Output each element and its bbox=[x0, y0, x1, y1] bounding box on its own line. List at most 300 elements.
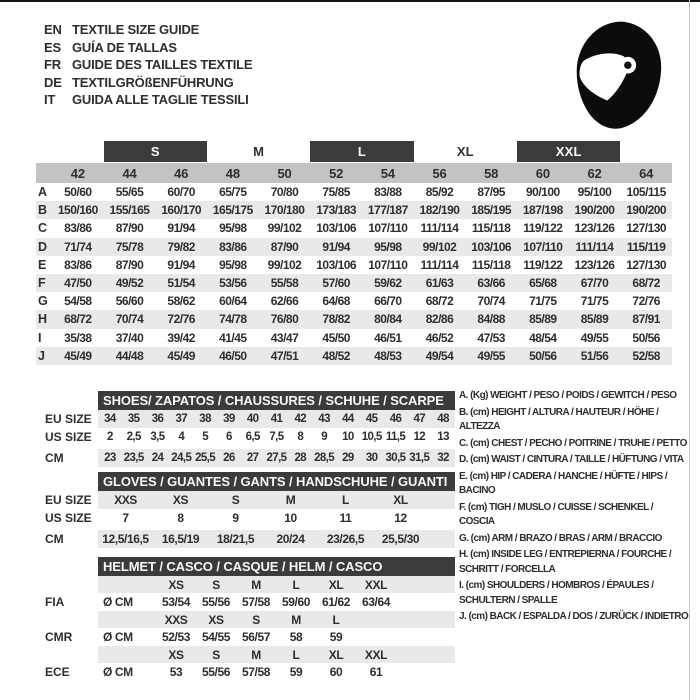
size-group-spacer bbox=[36, 140, 52, 163]
row-label: G bbox=[38, 294, 48, 309]
size-cell: 27 bbox=[246, 452, 259, 464]
size-cell: 177/187 bbox=[367, 203, 408, 218]
size-cell: 24,5 bbox=[171, 452, 192, 464]
size-cell: 57/58 bbox=[241, 595, 271, 609]
table-row bbox=[36, 274, 672, 292]
size-cell: 111/114 bbox=[575, 239, 614, 254]
size-cell: 31,5 bbox=[409, 452, 430, 464]
table-row bbox=[98, 509, 455, 527]
size-cell: 55/58 bbox=[270, 276, 299, 291]
helmet-size-row bbox=[98, 611, 455, 628]
size-header-cell: 50 bbox=[277, 165, 292, 181]
size-cell: 46 bbox=[389, 413, 402, 425]
size-cell: 45/50 bbox=[322, 330, 350, 345]
size-cell: 72/76 bbox=[167, 312, 195, 327]
helmet-value-row bbox=[98, 628, 455, 646]
size-header-cell: XL bbox=[328, 647, 344, 662]
row-label: E bbox=[38, 257, 47, 272]
size-cell: 87/90 bbox=[115, 221, 144, 236]
row-cells bbox=[52, 203, 672, 217]
size-cell: 44/48 bbox=[115, 348, 144, 363]
size-cell: 60 bbox=[329, 665, 343, 679]
table-row bbox=[98, 449, 455, 467]
row-label: US SIZE bbox=[45, 511, 92, 525]
helmet-standard-block bbox=[98, 646, 455, 681]
size-cell: 64/68 bbox=[322, 294, 350, 309]
row-label: C bbox=[38, 221, 48, 236]
size-cell: 9 bbox=[232, 511, 239, 525]
size-cell: 83/86 bbox=[64, 221, 92, 236]
row-label: US SIZE bbox=[45, 430, 92, 444]
size-cell: 46/51 bbox=[374, 330, 402, 345]
size-cell: 29 bbox=[342, 452, 354, 464]
size-cell: 76/80 bbox=[270, 312, 299, 327]
size-header-cell: 56 bbox=[432, 165, 447, 181]
size-header-grid bbox=[52, 166, 672, 181]
legend-item: H. (cm) INSIDE LEG / ENTREPIERNA / FOURCHE / SCHRITT / FORCELLA bbox=[459, 549, 672, 575]
size-cell: 3,5 bbox=[150, 431, 165, 443]
language-title: GUIDA ALLE TAGLIE TESSILI bbox=[72, 92, 249, 108]
size-cell: 115/118 bbox=[471, 257, 511, 272]
size-cell: 59 bbox=[329, 630, 343, 644]
size-cell: 107/110 bbox=[368, 257, 408, 272]
language-row bbox=[44, 91, 252, 109]
size-header-cell: XS bbox=[168, 647, 184, 662]
row-label: EU SIZE bbox=[45, 493, 92, 507]
size-cell: M bbox=[285, 493, 296, 507]
size-cell: 87/90 bbox=[115, 257, 144, 272]
size-cell: 43/47 bbox=[270, 330, 299, 345]
table-row bbox=[98, 530, 455, 548]
size-cell: 50/56 bbox=[529, 348, 557, 363]
size-cell: 99/102 bbox=[422, 239, 457, 254]
size-cell: 83/86 bbox=[64, 257, 92, 272]
size-cell: 173/183 bbox=[316, 203, 357, 218]
size-cell: 6,5 bbox=[245, 431, 260, 443]
size-cell: 39/42 bbox=[167, 330, 195, 345]
legend-item: D. (cm) WAIST / CINTURA / TAILLE / HÜFTUNG / VITA bbox=[459, 454, 684, 465]
row-cells bbox=[52, 240, 672, 254]
size-header-cell: L bbox=[332, 612, 340, 627]
size-cell: 43 bbox=[318, 413, 330, 425]
language-title: GUÍA DE TALLAS bbox=[72, 39, 177, 55]
row-label: F bbox=[38, 276, 46, 291]
size-header-row bbox=[36, 163, 672, 183]
size-cell: 35 bbox=[127, 413, 140, 425]
language-title: TEXTILE SIZE GUIDE bbox=[72, 22, 200, 37]
size-cell: 68/72 bbox=[64, 312, 92, 327]
size-cell: 40 bbox=[246, 413, 259, 425]
row-label: D bbox=[38, 239, 48, 254]
size-cell: 60/64 bbox=[219, 294, 247, 309]
shoes-row-label-column bbox=[36, 391, 98, 467]
size-cell: 39 bbox=[223, 413, 235, 425]
size-header-cell: XS bbox=[168, 577, 184, 592]
size-group-header bbox=[36, 140, 672, 163]
size-cell: 68/72 bbox=[425, 294, 454, 309]
size-header-cell: M bbox=[251, 577, 261, 592]
shoes-table-body bbox=[98, 410, 455, 467]
size-cell: 119/122 bbox=[523, 257, 563, 272]
size-cell: 41/45 bbox=[219, 330, 247, 345]
size-cell: 85/89 bbox=[529, 312, 557, 327]
size-header-cell: 46 bbox=[174, 165, 189, 181]
row-label: EU SIZE bbox=[45, 412, 92, 426]
size-cell: 28 bbox=[294, 452, 307, 464]
size-cell: 185/195 bbox=[471, 203, 512, 218]
size-cell: 55/65 bbox=[115, 185, 144, 200]
size-cell: 24 bbox=[151, 452, 164, 464]
size-cell: 72/76 bbox=[632, 294, 660, 309]
size-cell: 65/68 bbox=[529, 276, 557, 291]
size-cell: 95/98 bbox=[219, 257, 247, 272]
size-cell: 187/198 bbox=[522, 203, 563, 218]
row-label: CM bbox=[45, 532, 64, 546]
size-cell: 57/58 bbox=[241, 665, 271, 679]
size-group-cell: L bbox=[310, 141, 413, 162]
size-header-cell: S bbox=[252, 612, 260, 627]
row-cells bbox=[52, 185, 672, 199]
size-cell: 12 bbox=[413, 431, 426, 443]
row-cells bbox=[52, 312, 672, 326]
size-cell: 190/200 bbox=[574, 203, 615, 218]
size-cell: 99/102 bbox=[267, 257, 302, 272]
size-header-cell: 54 bbox=[380, 165, 395, 181]
size-cell: 87/90 bbox=[270, 239, 299, 254]
size-cell: 84/88 bbox=[477, 312, 505, 327]
helmet-size-row bbox=[98, 646, 455, 663]
size-cell: 70/74 bbox=[115, 312, 144, 327]
gloves-table-body bbox=[98, 491, 455, 548]
size-cell: 7,5 bbox=[269, 431, 284, 443]
gloves-row-labels bbox=[45, 491, 98, 548]
size-cell: 49/52 bbox=[115, 276, 144, 291]
size-cell: 127/130 bbox=[626, 257, 667, 272]
table-row bbox=[36, 201, 672, 219]
size-cell: 30 bbox=[365, 452, 378, 464]
size-cell: 56/60 bbox=[115, 294, 144, 309]
size-cell: 12 bbox=[394, 511, 407, 525]
language-code: IT bbox=[44, 92, 56, 108]
size-cell: 82/86 bbox=[425, 312, 454, 327]
legend-item: B. (cm) HEIGHT / ALTURA / HAUTEUR / HÖHE / ALTEZZA bbox=[459, 406, 659, 432]
row-cells bbox=[52, 258, 672, 272]
row-cells bbox=[52, 294, 672, 308]
helmet-table-body bbox=[98, 576, 455, 681]
size-cell: 71/74 bbox=[64, 239, 92, 254]
size-cell: 111/114 bbox=[420, 221, 459, 236]
size-cell: 190/200 bbox=[626, 203, 667, 218]
legend-item: C. (cm) CHEST / PECHO / POITRINE / TRUHE / PETTO bbox=[459, 437, 687, 449]
size-cell: 16,5/19 bbox=[161, 532, 200, 546]
shoes-row-labels bbox=[45, 410, 98, 467]
size-cell: 115/119 bbox=[626, 239, 666, 254]
size-cell: 10,5 bbox=[361, 431, 382, 443]
size-cell: 48 bbox=[437, 413, 449, 425]
size-header-cell: XXL bbox=[364, 647, 388, 662]
size-cell: 59/60 bbox=[281, 595, 311, 609]
size-cell: 26 bbox=[223, 452, 235, 464]
size-cell: 47 bbox=[413, 413, 426, 425]
size-cell: 127/130 bbox=[626, 221, 667, 236]
row-cells bbox=[52, 349, 672, 363]
size-header-cell: XL bbox=[328, 577, 344, 592]
size-cell: 170/180 bbox=[264, 203, 305, 218]
size-cell: 70/74 bbox=[477, 294, 505, 309]
gloves-section bbox=[36, 472, 455, 548]
language-row bbox=[44, 56, 252, 74]
table-row bbox=[98, 428, 455, 446]
helmet-section bbox=[36, 557, 455, 698]
size-cell: XS bbox=[172, 493, 189, 507]
size-cell: 63/64 bbox=[361, 595, 391, 609]
row-label: J bbox=[38, 348, 45, 363]
size-cell: 71/75 bbox=[580, 294, 609, 309]
size-cell: 47/50 bbox=[64, 276, 92, 291]
size-cell: 61/63 bbox=[425, 276, 454, 291]
size-cell: 107/110 bbox=[523, 239, 563, 254]
size-cell: 182/190 bbox=[419, 203, 460, 218]
size-cell: 44 bbox=[342, 413, 354, 425]
size-cell: 5 bbox=[202, 431, 208, 443]
table-row bbox=[98, 491, 455, 509]
size-cell: 25,5/30 bbox=[381, 532, 420, 546]
size-cell: 87/91 bbox=[632, 312, 660, 327]
table-row bbox=[36, 329, 672, 347]
size-cell: 63/66 bbox=[477, 276, 505, 291]
size-cell: 48/53 bbox=[374, 348, 402, 363]
size-header-cell: 44 bbox=[122, 165, 137, 181]
helmet-title-band: HELMET / CASCO / CASQUE / HELM / CASCO bbox=[98, 557, 455, 576]
size-cell: 13 bbox=[437, 431, 449, 443]
size-cell: 46/52 bbox=[425, 330, 454, 345]
size-cell: 75/85 bbox=[322, 185, 350, 200]
size-cell: 11 bbox=[339, 511, 352, 525]
language-code: EN bbox=[44, 22, 62, 37]
size-cell: 6 bbox=[225, 431, 232, 443]
size-cell: 41 bbox=[270, 413, 283, 425]
size-cell: 38 bbox=[199, 413, 211, 425]
size-cell: L bbox=[342, 493, 349, 507]
size-cell: 48/52 bbox=[322, 348, 350, 363]
size-cell: 68/72 bbox=[632, 276, 660, 291]
size-cell: 91/94 bbox=[167, 221, 195, 236]
size-cell: 53/54 bbox=[161, 595, 191, 609]
size-cell: 105/115 bbox=[626, 185, 666, 200]
size-cell: 35/38 bbox=[64, 330, 92, 345]
size-cell: 37/40 bbox=[115, 330, 144, 345]
size-cell: 23,5 bbox=[123, 452, 144, 464]
size-cell: 49/55 bbox=[477, 348, 505, 363]
row-label: CM bbox=[45, 451, 64, 465]
main-size-table bbox=[36, 140, 672, 365]
size-cell: 30,5 bbox=[385, 452, 406, 464]
size-cell: 155/165 bbox=[109, 203, 150, 218]
size-cell: 11,5 bbox=[385, 431, 406, 443]
size-cell: 60/70 bbox=[167, 185, 195, 200]
size-cell: 12,5/16,5 bbox=[102, 532, 149, 546]
size-cell: 80/84 bbox=[374, 312, 402, 327]
size-cell: 95/98 bbox=[219, 221, 247, 236]
size-cell: 37 bbox=[175, 413, 188, 425]
language-row bbox=[44, 39, 252, 57]
size-header-cell: XS bbox=[208, 612, 224, 627]
legend-item: E. (cm) HIP / CADERA / HANCHE / HÜFTE / HIPS / BACINO bbox=[459, 470, 668, 496]
table-row bbox=[36, 292, 672, 310]
size-cell: 9 bbox=[321, 431, 327, 443]
size-cell: 50/56 bbox=[632, 330, 660, 345]
size-cell: 99/102 bbox=[267, 221, 302, 236]
size-cell: 23/26,5 bbox=[326, 532, 365, 546]
size-cell: 107/110 bbox=[368, 221, 408, 236]
size-cell: 42 bbox=[294, 413, 307, 425]
size-cell: 71/75 bbox=[529, 294, 557, 309]
language-row bbox=[44, 74, 252, 92]
size-cell: 111/114 bbox=[420, 257, 459, 272]
size-cell: 53 bbox=[169, 665, 183, 679]
unit-label: Ø CM bbox=[103, 595, 133, 609]
gloves-title-band: GLOVES / GUANTES / GANTS / HANDSCHUHE / GUANTI bbox=[98, 472, 455, 491]
standard-label-fia: FIA bbox=[45, 595, 65, 609]
size-cell: 62/66 bbox=[270, 294, 299, 309]
size-header-cell: 42 bbox=[70, 165, 85, 181]
size-cell: 52/53 bbox=[161, 630, 191, 644]
size-cell: 74/78 bbox=[219, 312, 247, 327]
size-cell: 45/49 bbox=[167, 348, 195, 363]
shoes-title-band: SHOES/ ZAPATOS / CHAUSSURES / SCHUHE / SCARPE bbox=[98, 391, 455, 410]
size-header-cell: XXL bbox=[364, 577, 388, 592]
size-cell: 52/58 bbox=[632, 348, 660, 363]
row-label: A bbox=[38, 185, 48, 200]
size-header-cell: 58 bbox=[484, 165, 499, 181]
size-cell: S bbox=[231, 493, 240, 507]
size-cell: 50/60 bbox=[64, 185, 92, 200]
size-header-cell: L bbox=[292, 647, 300, 662]
size-cell: 8 bbox=[297, 431, 304, 443]
language-title: GUIDE DES TAILLES TEXTILE bbox=[72, 57, 253, 73]
table-row bbox=[36, 238, 672, 256]
size-cell: 103/106 bbox=[316, 257, 357, 272]
size-cell: 90/100 bbox=[525, 185, 560, 200]
language-title: TEXTILGRÖßENFÜHRUNG bbox=[72, 74, 234, 90]
size-cell: 103/106 bbox=[316, 221, 357, 236]
size-group-cell: M bbox=[253, 144, 265, 159]
unit-label: Ø CM bbox=[103, 630, 133, 644]
size-cell: 119/122 bbox=[523, 221, 563, 236]
size-cell: 2,5 bbox=[126, 431, 141, 443]
size-cell: 45/49 bbox=[64, 348, 92, 363]
row-cells bbox=[52, 221, 672, 235]
helmet-value-row bbox=[98, 593, 455, 611]
size-cell: 165/175 bbox=[212, 203, 253, 218]
size-cell: 7 bbox=[122, 511, 129, 525]
legend-item: G. (cm) ARM / BRAZO / BRAS / ARM / BRACCIO bbox=[459, 532, 662, 544]
row-label: B bbox=[38, 203, 48, 218]
label-spacer bbox=[45, 472, 98, 491]
size-cell: 59/62 bbox=[374, 276, 402, 291]
size-group-grid bbox=[52, 140, 672, 163]
size-cell: 83/88 bbox=[374, 185, 402, 200]
size-cell: 85/92 bbox=[425, 185, 454, 200]
size-cell: 20/24 bbox=[276, 532, 305, 546]
size-cell: 51/56 bbox=[580, 348, 609, 363]
shoes-table bbox=[98, 391, 455, 467]
size-cell: 58 bbox=[289, 630, 303, 644]
size-cell: 4 bbox=[178, 431, 185, 443]
measurement-legend bbox=[459, 389, 690, 627]
row-cells bbox=[52, 331, 672, 345]
top-border-rule bbox=[0, 0, 700, 2]
unit-label: Ø CM bbox=[103, 665, 133, 679]
helmet-value-row bbox=[98, 663, 455, 681]
size-cell: 78/82 bbox=[322, 312, 350, 327]
size-cell: 115/118 bbox=[471, 221, 511, 236]
size-cell: 54/58 bbox=[64, 294, 92, 309]
size-cell: 55/56 bbox=[201, 595, 231, 609]
size-header-cell: XXS bbox=[164, 612, 188, 627]
size-group-cell: XXL bbox=[517, 141, 620, 162]
main-table-body bbox=[36, 183, 672, 365]
size-cell: 49/54 bbox=[425, 348, 454, 363]
size-cell: 70/80 bbox=[270, 185, 299, 200]
size-cell: 123/126 bbox=[574, 221, 615, 236]
size-cell: 55/56 bbox=[201, 665, 231, 679]
standard-label-ece: ECE bbox=[45, 665, 70, 679]
legend-item: I. (cm) SHOULDERS / HOMBROS / ÉPAULES / SCHULTERN / SPALLE bbox=[459, 580, 654, 606]
language-code: FR bbox=[44, 57, 61, 73]
size-cell: 47/51 bbox=[270, 348, 299, 363]
size-header-cell: 62 bbox=[587, 165, 602, 181]
helmet-standard-block bbox=[98, 576, 455, 611]
size-header-cell: L bbox=[292, 577, 300, 592]
size-cell: 18/21,5 bbox=[216, 532, 255, 546]
row-label: I bbox=[38, 330, 42, 345]
size-cell: 95/100 bbox=[577, 185, 612, 200]
size-header-cell: M bbox=[251, 647, 261, 662]
row-cells bbox=[52, 276, 672, 290]
size-cell: 10 bbox=[342, 431, 354, 443]
size-cell: 47/53 bbox=[477, 330, 505, 345]
size-cell: 51/54 bbox=[167, 276, 195, 291]
table-row bbox=[98, 410, 455, 428]
size-header-cell: 64 bbox=[639, 165, 654, 181]
label-spacer bbox=[45, 391, 98, 410]
size-cell: 66/70 bbox=[374, 294, 402, 309]
size-cell: 10 bbox=[284, 511, 297, 525]
size-cell: 103/106 bbox=[471, 239, 512, 254]
table-row bbox=[36, 310, 672, 328]
helmet-size-row bbox=[98, 576, 455, 593]
size-cell: 27,5 bbox=[266, 452, 287, 464]
size-cell: 150/160 bbox=[57, 203, 98, 218]
size-cell: 59 bbox=[289, 665, 303, 679]
size-cell: 91/94 bbox=[167, 257, 195, 272]
size-cell: 8 bbox=[177, 511, 184, 525]
size-cell: 23 bbox=[104, 452, 116, 464]
size-cell: 160/170 bbox=[161, 203, 202, 218]
size-header-cell: 48 bbox=[225, 165, 240, 181]
size-cell: 34 bbox=[104, 413, 116, 425]
size-header-cell: 52 bbox=[329, 165, 344, 181]
size-header-cell: 60 bbox=[535, 165, 550, 181]
size-cell: 28,5 bbox=[314, 452, 335, 464]
size-cell: 83/86 bbox=[219, 239, 247, 254]
size-cell: 79/82 bbox=[167, 239, 195, 254]
legend-item: F. (cm) TIGH / MUSLO / CUISSE / SCHENKEL / COSCIA bbox=[459, 501, 653, 527]
size-cell: 54/55 bbox=[201, 630, 231, 644]
gloves-table bbox=[98, 472, 455, 548]
size-cell: 61 bbox=[369, 665, 383, 679]
